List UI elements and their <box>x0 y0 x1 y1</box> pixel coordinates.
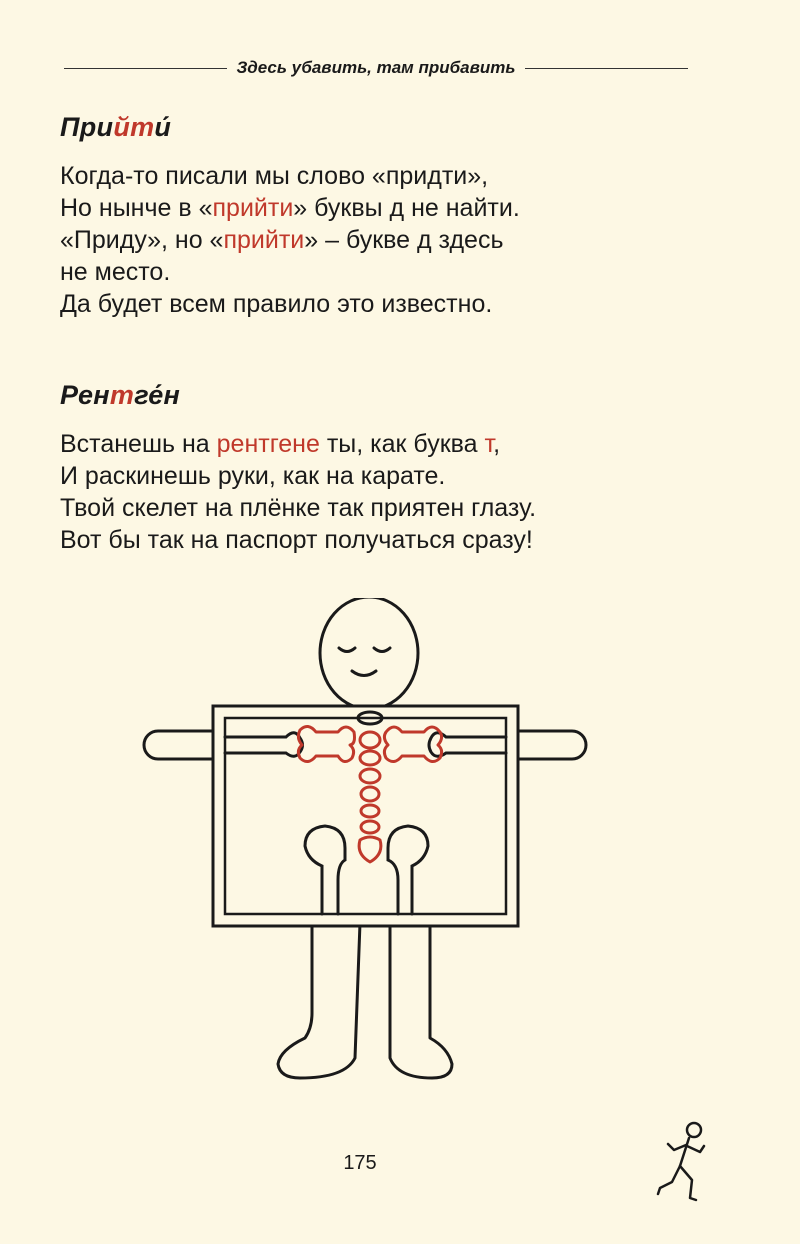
heading-part: Рен <box>60 380 110 410</box>
head-icon <box>320 598 418 709</box>
verse-highlight: прийти <box>223 226 305 254</box>
verse-line: И раскинешь руки, как на карате. <box>60 462 446 490</box>
left-leg-icon <box>278 923 360 1078</box>
running-head-rule-right <box>525 68 688 69</box>
section-rentgen-verse <box>60 428 700 556</box>
section-priyti <box>60 110 700 320</box>
running-head-title: Здесь убавить, там прибавить <box>236 58 516 77</box>
right-arm-bone-icon <box>518 731 586 759</box>
verse-line: Да будет всем правило это известно. <box>60 290 493 318</box>
right-leg-icon <box>390 923 452 1078</box>
verse-line <box>60 192 700 224</box>
verse-text: ты, как буква <box>319 430 485 458</box>
page-number: 175 <box>343 1152 377 1174</box>
heading-part: При <box>60 112 114 142</box>
verse-text: Встанешь на <box>60 430 217 458</box>
verse-line <box>60 428 700 460</box>
section-priyti-verse <box>60 160 700 320</box>
verse-text: Но нынче в « <box>60 194 213 222</box>
running-head <box>64 52 688 84</box>
heading-part: ге́н <box>134 380 181 410</box>
verse-highlight: рентгене <box>216 430 320 458</box>
heading-highlight: т <box>109 380 135 410</box>
verse-text: » буквы д не найти. <box>293 194 520 222</box>
section-rentgen-heading <box>60 378 700 412</box>
section-priyti-heading <box>60 110 700 144</box>
running-head-rule-left <box>64 68 227 69</box>
section-rentgen <box>60 378 700 556</box>
verse-line <box>60 224 700 256</box>
verse-line: Когда-то писали мы слово «придти», <box>60 162 489 190</box>
heading-highlight: йт <box>113 112 155 142</box>
verse-line: Твой скелет на плёнке так приятен глазу. <box>60 494 537 522</box>
verse-text: » – букве д здесь <box>304 226 504 254</box>
verse-line: Вот бы так на паспорт получаться сразу! <box>60 526 533 554</box>
verse-text: «Приду», но « <box>60 226 224 254</box>
running-man-icon <box>652 1118 712 1206</box>
verse-text: , <box>493 430 501 458</box>
left-arm-bone-icon <box>144 731 213 759</box>
heading-part: и́ <box>154 112 172 142</box>
verse-highlight: т <box>484 430 494 458</box>
verse-line: не место. <box>60 258 171 286</box>
verse-highlight: прийти <box>212 194 294 222</box>
xray-skeleton-illustration <box>140 598 600 1098</box>
